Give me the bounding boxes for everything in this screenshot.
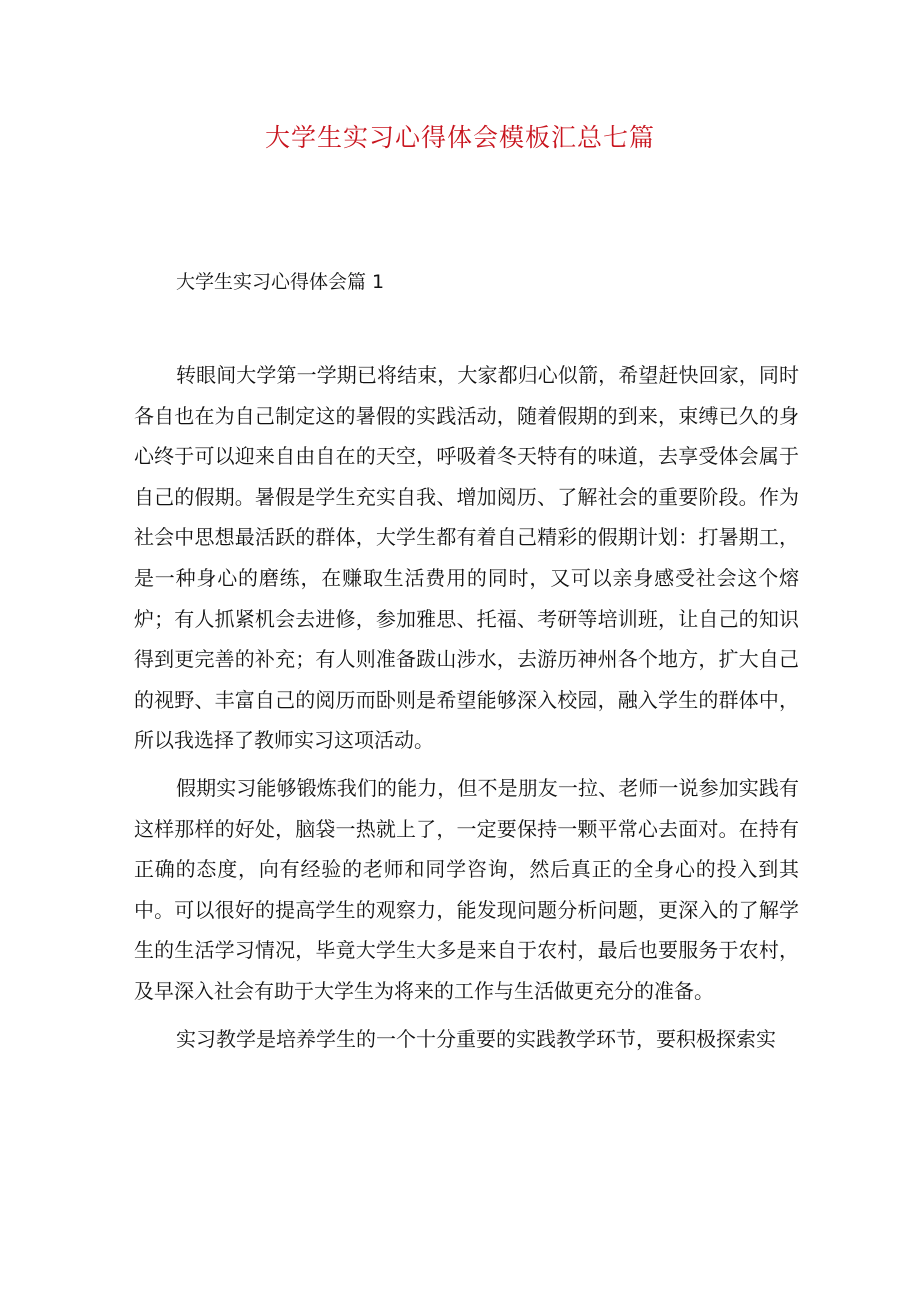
body-text	[134, 355, 799, 1059]
section-heading: 大学生实习心得体会篇 1	[176, 271, 385, 293]
paragraph: 转眼间大学第一学期已将结束，大家都归心似箭，希望赶快回家，同时各自也在为自己制定这的暑假的实践活动，随着假期的到来，束缚已久的身心终于可以迎来自由自在的天空，呼吸着冬天特有的味道，去享受体会属于自己的假期。暑假是学生充实自我、增加阅历、了解社会的重要阶段。作为社会中思想最活跃的群体，大学生都有着自己精彩的假期计划：打暑期工，是一种身心的磨练，在赚取生活费用的同时，又可以亲身感受社会这个熔炉；有人抓紧机会去进修，参加雅思、托福、考研等培训班，让自己的知识得到更完善的补充；有人则准备跋山涉水，去游历神州各个地方，扩大自己的视野、丰富自己的阅历而卧则是希望能够深入校园，融入学生的群体中，所以我选择了教师实习这项活动。	[134, 363, 799, 753]
paragraph: 假期实习能够锻炼我们的能力，但不是朋友一拉、老师一说参加实践有这样那样的好处，脑袋一热就上了，一定要保持一颗平常心去面对。在持有正确的态度，向有经验的老师和同学咨询，然后真正的全身心的投入到其中。可以很好的提高学生的观察力，能发现问题分析问题，更深入的了解学生的生活学习情况，毕竟大学生大多是来自于农村，最后也要服务于农村，及早深入社会有助于大学生为将来的工作与生活做更充分的准备。	[134, 775, 799, 1003]
paragraph: 实习教学是培养学生的一个十分重要的实践教学环节，要积极探索实	[176, 1026, 776, 1051]
document-title: 大学生实习心得体会模板汇总七篇	[264, 123, 655, 152]
